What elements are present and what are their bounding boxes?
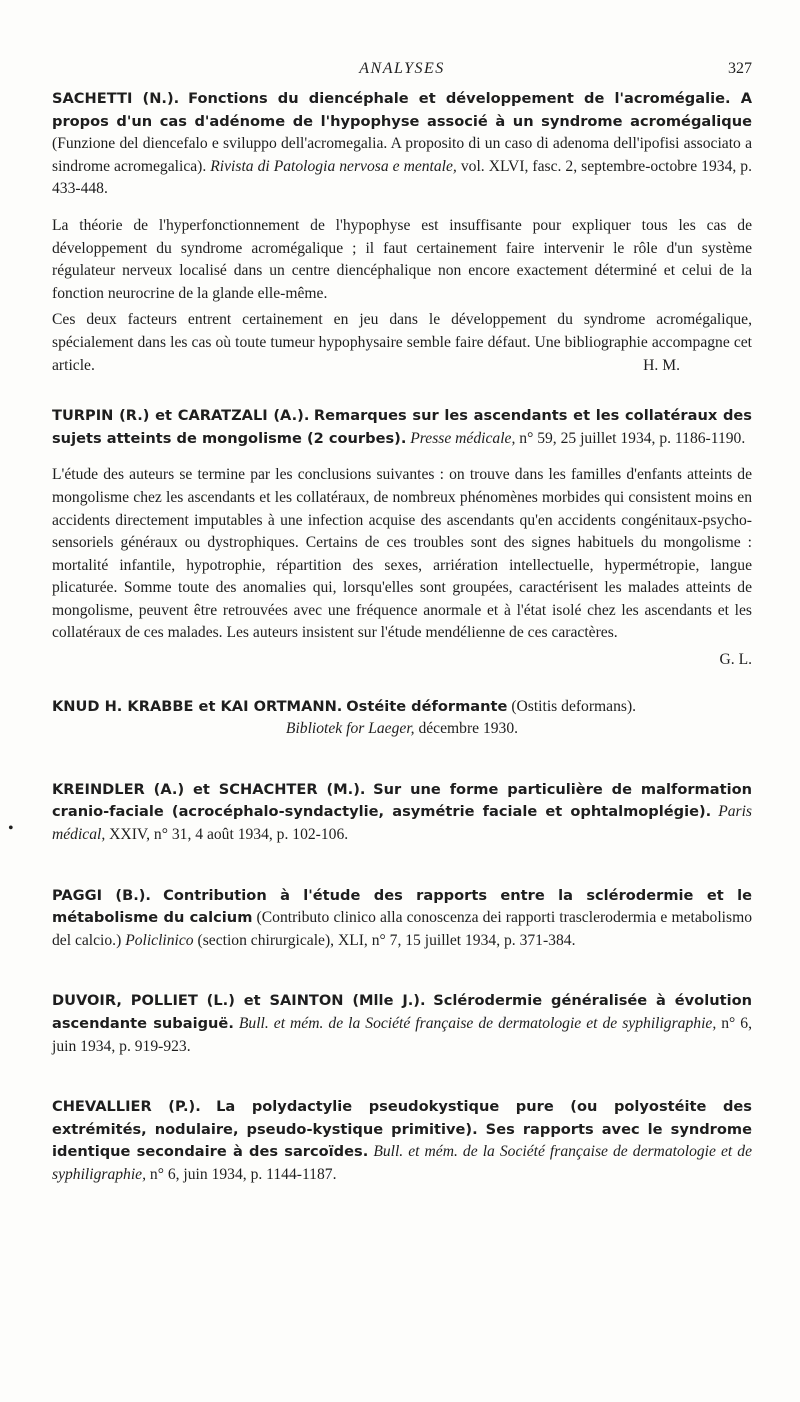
- entry-authors: DUVOIR, POLLIET (L.) et SAINTON (Mlle J.).: [52, 992, 426, 1010]
- entry-source: [52, 718, 752, 741]
- abstract-entry: [52, 779, 752, 847]
- abstract-entry: [52, 696, 752, 741]
- abstract-entry: [52, 885, 752, 953]
- entry-original-title: (Funzione del diencefalo e sviluppo dell'acromegalia. A proposito di un caso di adenoma dell'ipofisi associato a sindrome acromegalica).: [52, 135, 752, 175]
- entry-authors: KNUD H. KRABBE et KAI ORTMANN.: [52, 697, 343, 715]
- entry-title: Ostéite déformante: [346, 697, 508, 715]
- entry-authors: SACHETTI (N.).: [52, 90, 180, 107]
- reviewer-signature: H. M.: [643, 356, 680, 374]
- entry-original-title: (Ostitis deformans).: [511, 697, 637, 715]
- entry-authors: KREINDLER (A.) et SCHACHTER (M.).: [52, 780, 366, 798]
- entry-title: Sur une forme particulière de malformation cranio-faciale (acrocéphalo-syndactylie, asymétrie faciale et ophtalmoplégie).: [52, 780, 752, 821]
- entry-original-title: (Contributo clinico alla conoscenza dei rapporti trasclerodermia e metabolismo del calcio.): [52, 909, 753, 949]
- page-number: 327: [728, 60, 752, 77]
- bibliographic-reference: [52, 88, 752, 201]
- abstract-paragraph: L'étude des auteurs se termine par les conclusions suivantes : on trouve dans les familles d'enfants atteints de mongolisme chez les ascendants et les collatéraux, de nombreux phénomènes morbides qui consistent moins en accidents directement imputables à une infection acquise des ascendants qu'en accidents congénitaux-psycho-sensoriels généraux ou dystrophiques. Certains de ces troubles sont des signes habituels du mongolisme : mortalité infantile, hypotrophie, répartition des sexes, arriération intellectuelle, hypermétropie, langue plicaturée. Somme toute des anomalies qui, lorsqu'elles sont groupées, caractérisent les malades atteints de mongolisme, peuvent être retrouvées avec une fréquence anormale et à l'état isolé chez les ascendants et les collatéraux de ces malades. Les auteurs insistent sur l'étude mendélienne de ces caractères.: [52, 466, 752, 642]
- bibliographic-reference: [52, 696, 752, 741]
- abstract-entry: [52, 405, 752, 672]
- entry-citation: décembre 1930.: [418, 720, 519, 738]
- abstract-entry: [52, 1096, 752, 1186]
- bibliographic-reference: [52, 405, 752, 450]
- bibliographic-reference: [52, 885, 752, 953]
- abstract-entry: [52, 990, 752, 1058]
- paragraph-text: Ces deux facteurs entrent certainement en jeu dans le développement du syndrome acromégalique, spécialement dans les cas où toute tumeur hypophysaire semble faire défaut. Une bibliographie accompagne cet article.: [52, 311, 752, 374]
- margin-bullet-mark: •: [8, 820, 14, 837]
- section-title: ANALYSES: [359, 60, 445, 77]
- abstract-paragraph: La théorie de l'hyperfonctionnement de l'hypophyse est insuffisante pour expliquer tous les cas de développement du syndrome acromégalique ; il faut certainement faire intervenir le rôle d'un système régulateur nerveux localisé dans un centre diencéphalique non encore exactement déterminé et celui de la fonction neurocrine de la glande elle-même.: [52, 216, 752, 302]
- entry-authors: PAGGI (B.).: [52, 886, 151, 904]
- entry-title: La polydactylie pseudokystique pure (ou polyostéite des extrémités, nodulaire, pseudo-kystique primitive). Ses rapports avec le syndrome identique secondaire à des sarcoïdes.: [52, 1098, 752, 1161]
- bibliographic-reference: [52, 779, 752, 847]
- page: [52, 58, 752, 1201]
- reviewer-signature: G. L.: [719, 651, 752, 669]
- entry-title: Fonctions du diencéphale et développement de l'acromégalie. A propos d'un cas d'adénome de l'hypophyse associé à un syndrome acromégalique: [52, 90, 752, 130]
- entry-journal: Rivista di Patologia nervosa e mentale,: [210, 157, 457, 175]
- bibliographic-reference: [52, 990, 752, 1058]
- entry-journal: Policlinico: [125, 931, 194, 949]
- entry-citation: n° 59, 25 juillet 1934, p. 1186-1190.: [519, 429, 746, 447]
- entry-citation: n° 6, juin 1934, p. 1144-1187.: [149, 1165, 337, 1183]
- entry-journal: Bibliotek for Laeger,: [285, 720, 415, 738]
- entry-journal: Presse médicale,: [410, 429, 516, 447]
- entry-citation: XXIV, n° 31, 4 août 1934, p. 102-106.: [109, 826, 349, 844]
- entry-authors: TURPIN (R.) et CARATZALI (A.).: [52, 407, 310, 425]
- abstract-entry: [52, 88, 752, 377]
- entry-journal: Bull. et mém. de la Société française de dermatologie et de syphiligraphie,: [238, 1015, 717, 1032]
- entry-title: Contribution à l'étude des rapports entre la sclérodermie et le métabolisme du calcium: [52, 886, 752, 927]
- entry-journal: Bull. et mém. de la Société française de dermatologie et de syphiligraphie,: [52, 1143, 752, 1183]
- entry-journal: Paris médical,: [52, 803, 752, 844]
- running-head: [52, 58, 752, 88]
- entry-authors: CHEVALLIER (P.).: [52, 1098, 201, 1116]
- entry-title: Remarques sur les ascendants et les collatéraux des sujets atteints de mongolisme (2 courbes).: [52, 407, 752, 447]
- abstract-paragraph: [52, 309, 752, 377]
- entry-citation: n° 6, juin 1934, p. 919-923.: [52, 1015, 752, 1055]
- entry-citation: vol. XLVI, fasc. 2, septembre-octobre 1934, p. 433-448.: [52, 157, 752, 198]
- bibliographic-reference: [52, 1096, 752, 1186]
- entry-title: Sclérodermie généralisée à évolution ascendante subaiguë.: [52, 992, 752, 1032]
- entry-citation: (section chirurgicale), XLI, n° 7, 15 juillet 1934, p. 371-384.: [197, 931, 576, 949]
